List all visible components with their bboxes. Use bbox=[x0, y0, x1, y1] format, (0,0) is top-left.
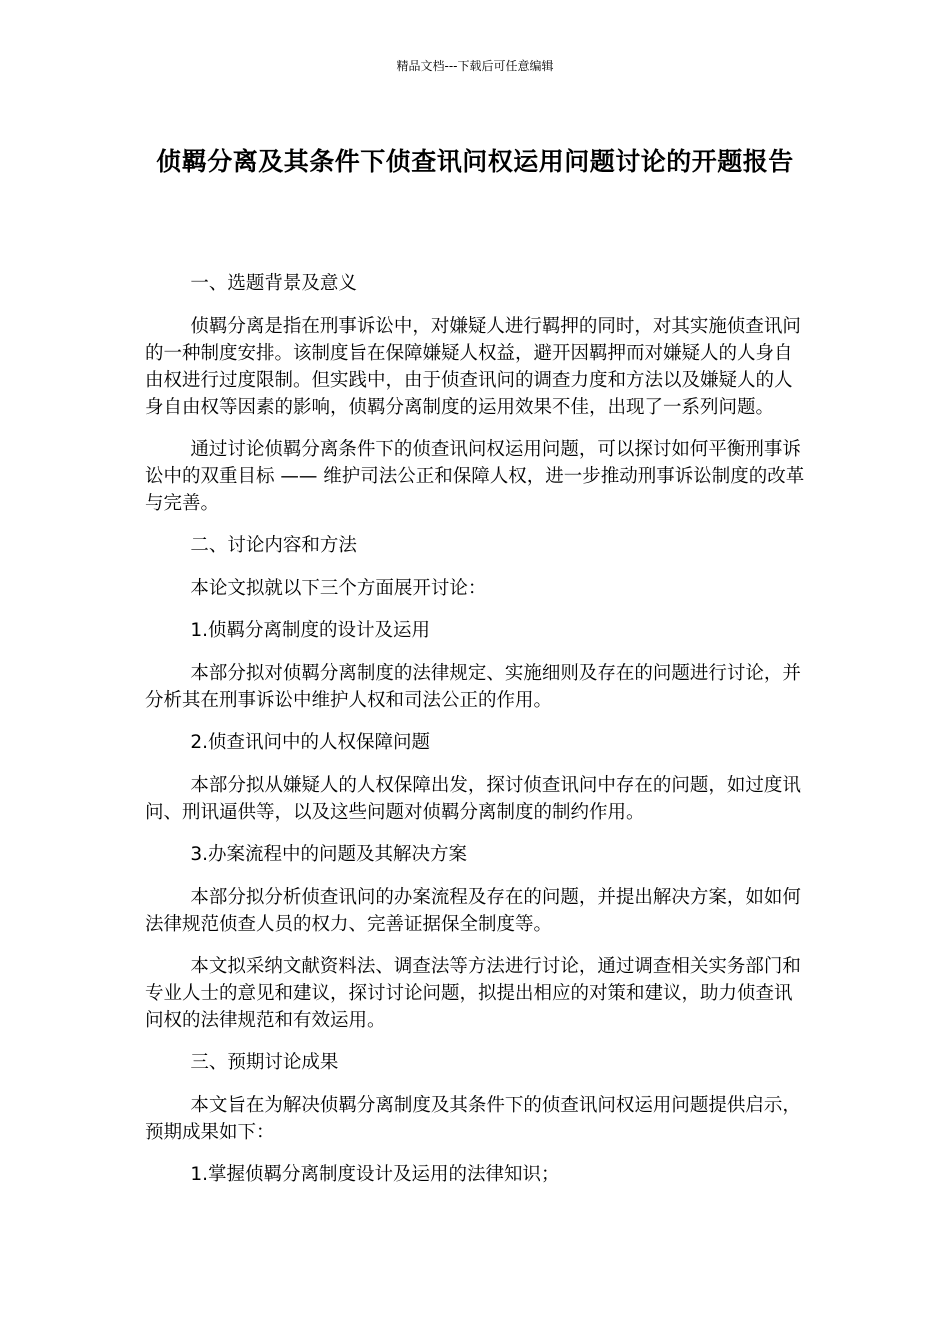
paragraph-case-process: 本部分拟分析侦查讯问的办案流程及存在的问题，并提出解决方案，如如何法律规范侦查人员的权力、完善证据保全制度等。 bbox=[145, 887, 801, 935]
document-title: 侦羁分离及其条件下侦查讯问权运用问题讨论的开题报告 bbox=[156, 147, 794, 176]
section-heading-background: 一、选题背景及意义 bbox=[190, 273, 357, 294]
paragraph-human-rights: 本部分拟从嫌疑人的人权保障出发，探讨侦查讯问中存在的问题，如过度讯问、刑讯逼供等，以及这些问题对侦羁分离制度的制约作用。 bbox=[145, 775, 801, 823]
paragraph-intro-aspects: 本论文拟就以下三个方面展开讨论： bbox=[190, 578, 487, 599]
subheading-human-rights: 2.侦查讯问中的人权保障问题 bbox=[190, 732, 430, 753]
document-body bbox=[145, 270, 805, 1204]
section-heading-expected-results: 三、预期讨论成果 bbox=[190, 1052, 339, 1073]
paragraph-purpose: 通过讨论侦羁分离条件下的侦查讯问权运用问题，可以探讨如何平衡刑事诉讼中的双重目标 —— 维护司法公正和保障人权，进一步推动刑事诉讼制度的改革与完善。 bbox=[145, 439, 805, 514]
paragraph-definition: 侦羁分离是指在刑事诉讼中，对嫌疑人进行羁押的同时，对其实施侦查讯问的一种制度安排。该制度旨在保障嫌疑人权益，避开因羁押而对嫌疑人的人身自由权进行过度限制。但实践中，由于侦查讯问的调查力度和方法以及嫌疑人的人身自由权等因素的影响，侦羁分离制度的运用效果不佳，出现了一系列问题。 bbox=[145, 316, 801, 418]
header-note: 精品文档---下载后可任意编辑 bbox=[396, 59, 554, 73]
list-item-expected-1: 1.掌握侦羁分离制度设计及运用的法律知识； bbox=[190, 1164, 560, 1185]
subheading-case-process: 3.办案流程中的问题及其解决方案 bbox=[190, 844, 467, 865]
subheading-system-design: 1.侦羁分离制度的设计及运用 bbox=[190, 620, 430, 641]
paragraph-expected-intro: 本文旨在为解决侦羁分离制度及其条件下的侦查讯问权运用问题提供启示，预期成果如下： bbox=[145, 1095, 801, 1143]
paragraph-methods: 本文拟采纳文献资料法、调查法等方法进行讨论，通过调查相关实务部门和专业人士的意见和建议，探讨讨论问题，拟提出相应的对策和建议，助力侦查讯问权的法律规范和有效运用。 bbox=[145, 956, 801, 1031]
paragraph-system-design: 本部分拟对侦羁分离制度的法律规定、实施细则及存在的问题进行讨论，并分析其在刑事诉讼中维护人权和司法公正的作用。 bbox=[145, 663, 801, 711]
section-heading-content-methods: 二、讨论内容和方法 bbox=[190, 535, 357, 556]
